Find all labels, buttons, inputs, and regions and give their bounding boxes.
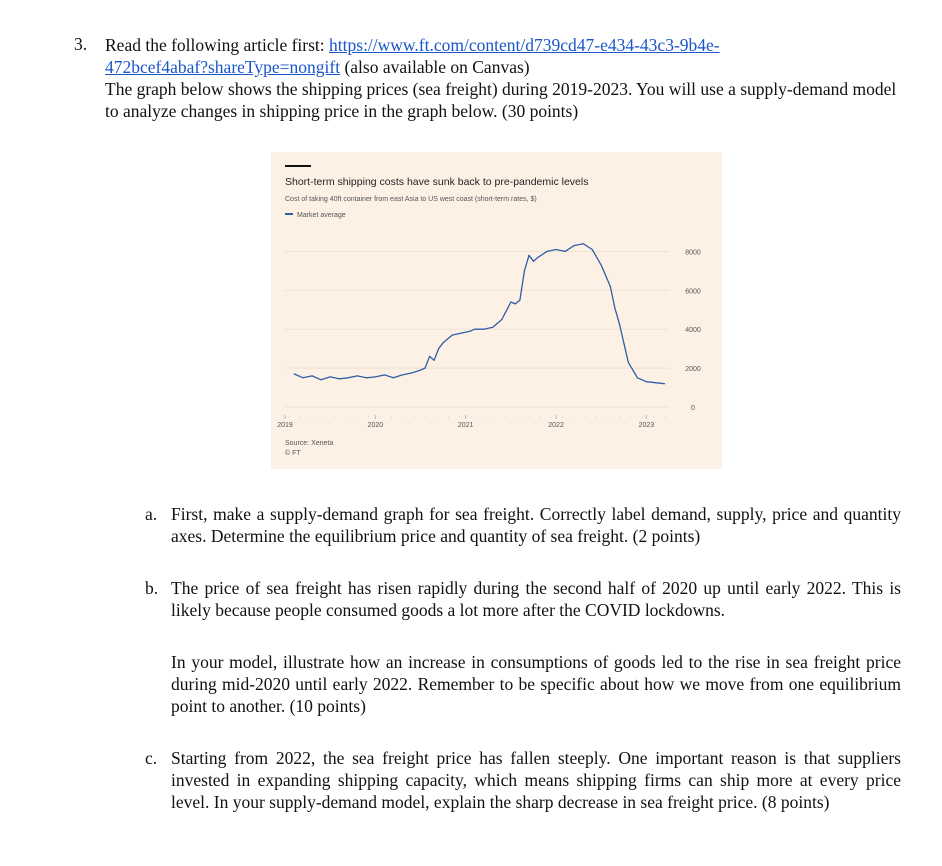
series-point-0-21 bbox=[461, 333, 462, 334]
series-point-0-23 bbox=[474, 329, 475, 330]
y-tick-label-1: 2000 bbox=[685, 366, 701, 374]
series-point-0-14 bbox=[420, 369, 421, 370]
series-point-0-2 bbox=[312, 375, 313, 376]
x-tick-label-1: 2020 bbox=[367, 422, 384, 429]
series-point-0-38 bbox=[583, 243, 584, 244]
chart-source: Source: Xeneta bbox=[285, 440, 334, 447]
series-point-0-42 bbox=[614, 307, 615, 308]
series-point-0-47 bbox=[646, 381, 647, 382]
intro-suffix: (also available on Canvas) bbox=[340, 57, 530, 77]
chart-credit: © FT bbox=[285, 450, 301, 457]
x-tick-label-0: 2019 bbox=[277, 422, 293, 429]
series-point-0-49 bbox=[664, 383, 665, 384]
y-tick-label-3: 6000 bbox=[685, 288, 701, 296]
intro-prefix: Read the following article first: bbox=[105, 35, 330, 55]
series-point-0-22 bbox=[470, 331, 471, 332]
series-point-0-8 bbox=[366, 377, 367, 378]
series-point-0-40 bbox=[601, 264, 602, 265]
part-c-text: Starting from 2022, the sea freight price has fallen steeply. One important reason is that suppliers invested in expanding shipping capacity, which means shipping firms can ship more at every price level. In your supply-demand model, explain the sharp decrease in sea freight price. (8 points) bbox=[171, 748, 901, 812]
series-point-0-32 bbox=[533, 261, 534, 262]
part-a-text: First, make a supply-demand graph for sea freight. Correctly label demand, supply, price and quantity axes. Determine the equilibrium price and quantity of sea freight. (2 points) bbox=[171, 504, 901, 546]
series-point-0-5 bbox=[339, 378, 340, 379]
series-point-0-11 bbox=[393, 377, 394, 378]
series-point-0-19 bbox=[443, 342, 444, 343]
series-point-0-6 bbox=[348, 377, 349, 378]
series-point-0-48 bbox=[655, 382, 656, 383]
series-point-0-30 bbox=[524, 270, 525, 271]
series-point-0-1 bbox=[302, 377, 303, 378]
question-intro bbox=[105, 34, 905, 122]
x-tick-labels bbox=[277, 422, 654, 429]
series-point-0-7 bbox=[357, 375, 358, 376]
chart-title: Short-term shipping costs have sunk back to pre-pandemic levels bbox=[285, 176, 589, 188]
part-b-text: The price of sea freight has risen rapidly during the second half of 2020 up until early 2022. This is likely because people consumed goods a lot more after the COVID lockdowns. bbox=[171, 578, 901, 620]
series-point-0-41 bbox=[610, 286, 611, 287]
series-point-0-27 bbox=[510, 301, 511, 302]
series-point-0-37 bbox=[574, 245, 575, 246]
series-point-0-39 bbox=[592, 249, 593, 250]
series-point-0-26 bbox=[501, 319, 502, 320]
part-b-label: b. bbox=[145, 578, 159, 598]
x-tick-label-3: 2022 bbox=[548, 422, 564, 429]
series-point-0-46 bbox=[637, 377, 638, 378]
part-b-text-2: In your model, illustrate how an increase in consumptions of goods led to the rise in sea freight price during mid-2020 until early 2022. Remember to be specific about how we move from one equilibrium point to another. (10 points) bbox=[171, 652, 901, 716]
shipping-cost-chart bbox=[271, 152, 722, 469]
series-point-0-3 bbox=[321, 379, 322, 380]
series-point-0-0 bbox=[293, 373, 294, 374]
series-point-0-16 bbox=[429, 356, 430, 357]
series-point-0-20 bbox=[452, 334, 453, 335]
series-point-0-28 bbox=[515, 303, 516, 304]
question-number: 3. bbox=[74, 34, 88, 54]
series-layer bbox=[293, 243, 665, 384]
chart-svg bbox=[271, 152, 722, 469]
y-tick-label-4: 8000 bbox=[685, 249, 701, 257]
series-point-0-24 bbox=[483, 329, 484, 330]
series-point-0-13 bbox=[411, 372, 412, 373]
x-tick-label-2: 2021 bbox=[457, 422, 474, 429]
series-point-0-10 bbox=[384, 374, 385, 375]
y-tick-labels bbox=[685, 249, 701, 412]
series-line-0 bbox=[294, 244, 665, 384]
series-point-0-25 bbox=[492, 327, 493, 328]
series-point-0-35 bbox=[555, 249, 556, 250]
series-point-0-4 bbox=[330, 376, 331, 377]
series-point-0-36 bbox=[564, 251, 565, 252]
series-point-0-31 bbox=[528, 255, 529, 256]
article-link-line1: https://www.ft.com/content/d739cd47-e434-43c3-9b4e- bbox=[329, 35, 720, 55]
part-c-label: c. bbox=[145, 748, 158, 768]
article-link-line2: 472bcef4abaf?shareType=nongift bbox=[105, 57, 341, 77]
series-point-0-18 bbox=[438, 348, 439, 349]
series-point-0-45 bbox=[628, 362, 629, 363]
y-tick-label-0: 0 bbox=[691, 405, 695, 412]
y-tick-label-2: 4000 bbox=[685, 327, 701, 335]
series-point-0-43 bbox=[619, 323, 620, 324]
series-point-0-44 bbox=[623, 342, 624, 343]
x-tick-label-4: 2023 bbox=[638, 422, 655, 429]
series-point-0-33 bbox=[537, 257, 538, 258]
legend-label: Market average bbox=[297, 212, 346, 219]
series-point-0-9 bbox=[375, 376, 376, 377]
series-point-0-12 bbox=[402, 374, 403, 375]
question-body: The graph below shows the shipping prices (sea freight) during 2019-2023. You will use a supply-demand model to analyze changes in shipping price in the graph below. (30 points) bbox=[105, 79, 897, 121]
chart-subtitle: Cost of taking 40ft container from east Asia to US west coast (short-term rates, $) bbox=[285, 196, 537, 203]
series-point-0-34 bbox=[546, 251, 547, 252]
series-point-0-29 bbox=[519, 299, 520, 300]
series-point-0-17 bbox=[433, 360, 434, 361]
part-a-label: a. bbox=[145, 504, 158, 524]
grid-layer bbox=[285, 251, 669, 419]
series-point-0-15 bbox=[424, 368, 425, 369]
